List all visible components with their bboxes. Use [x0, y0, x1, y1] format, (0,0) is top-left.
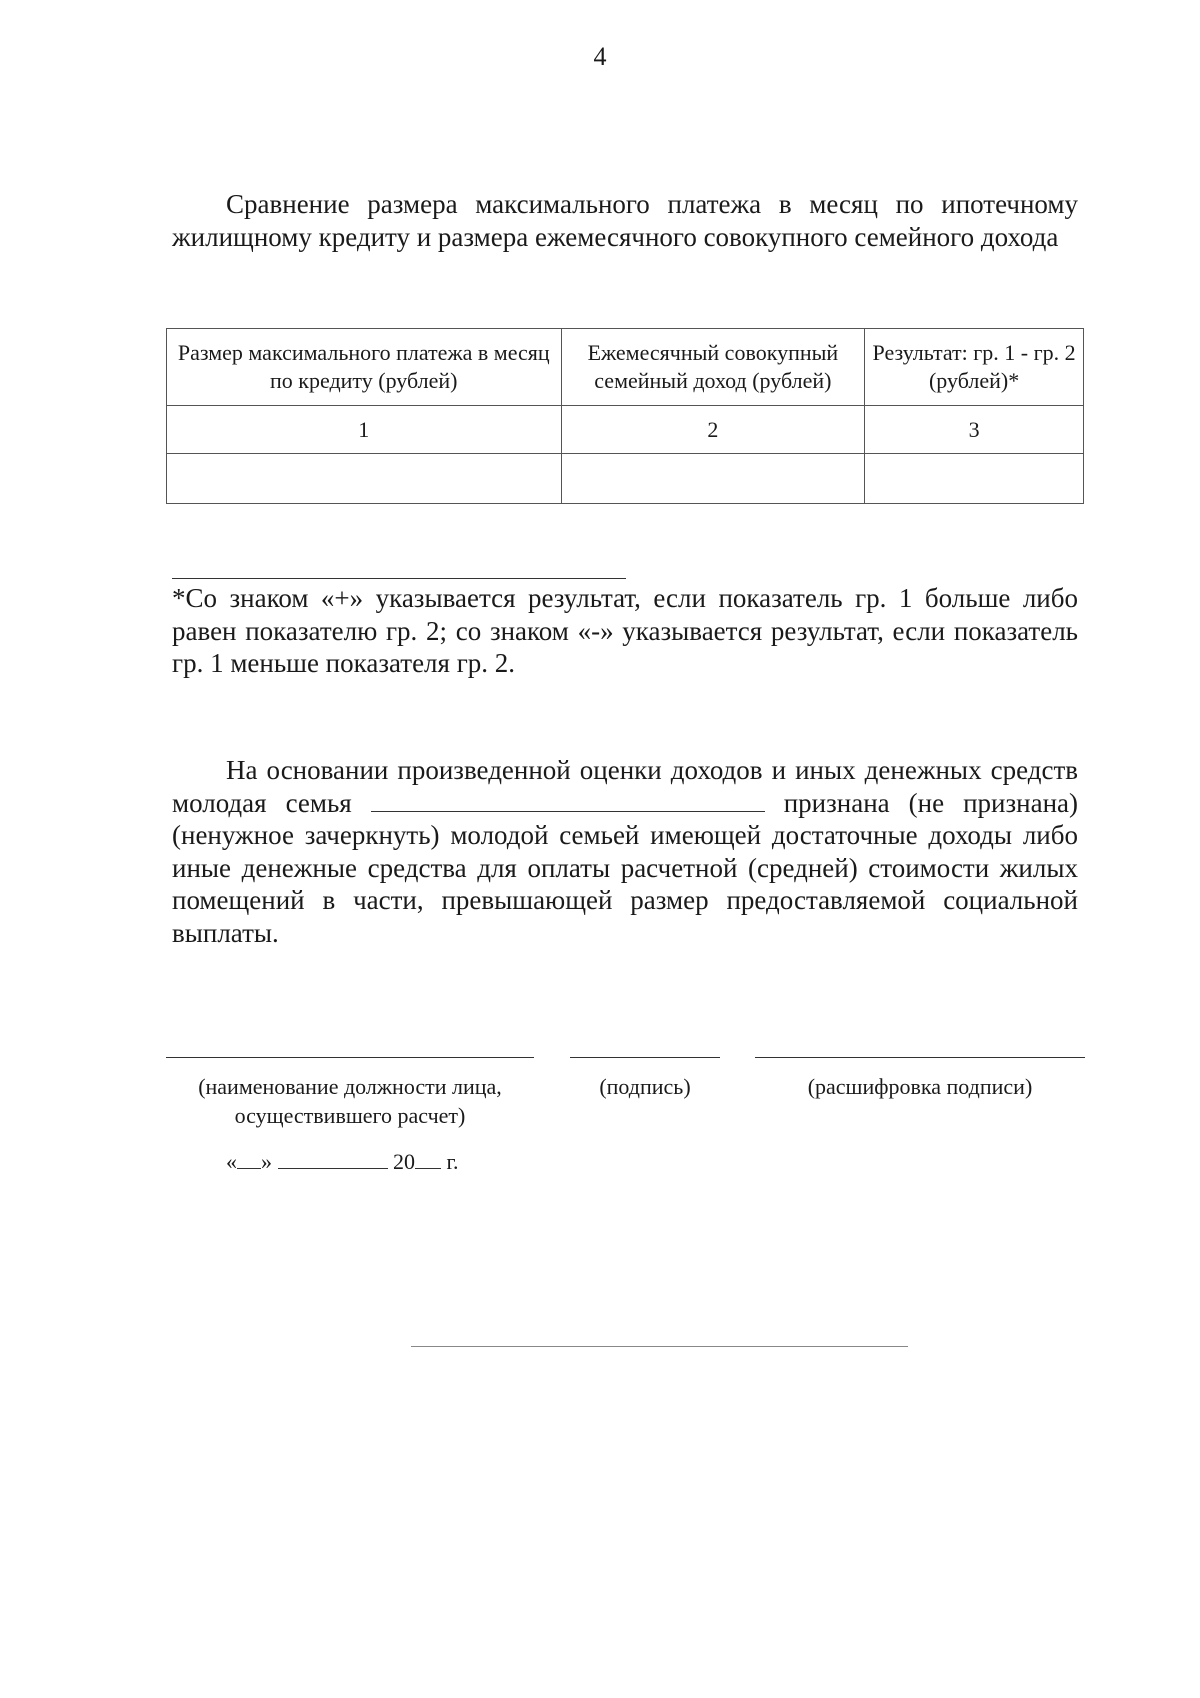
- family-name-blank[interactable]: [371, 789, 765, 812]
- column-number-1: 1: [167, 406, 562, 454]
- cell-result[interactable]: [865, 454, 1084, 504]
- conclusion-text-start: На основании произведенной оценки доходов и иных денежных средств молодая семья: [172, 755, 1078, 818]
- comparison-table: [166, 328, 1084, 504]
- column-number-3: 3: [865, 406, 1084, 454]
- position-signature-line[interactable]: [166, 1057, 534, 1058]
- date-line: [226, 1149, 459, 1175]
- table-column-numbers-row: [167, 406, 1084, 454]
- signature-decoding-line[interactable]: [755, 1057, 1085, 1058]
- page-number: 4: [593, 42, 607, 71]
- date-month-blank[interactable]: [278, 1150, 388, 1169]
- cell-family-income[interactable]: [561, 454, 865, 504]
- conclusion-text-end: признана (не признана) (ненужное зачеркнуть) молодой семьей имеющей достаточные доходы либо иные денежные средства для оплаты расчетной (средней) стоимости жилых помещений в части, превышающей размер предоставляемой социальной выплаты.: [172, 787, 1079, 948]
- cell-max-payment[interactable]: [167, 454, 562, 504]
- header-family-income: Ежемесячный совокупный семейный доход (рублей): [561, 329, 865, 406]
- header-max-payment: Размер максимального платежа в месяц по кредиту (рублей): [167, 329, 562, 406]
- conclusion-paragraph: [172, 754, 1078, 949]
- date-year-blank[interactable]: [415, 1150, 441, 1169]
- date-year-prefix: 20: [393, 1149, 415, 1174]
- signature-line[interactable]: [570, 1057, 720, 1058]
- date-day-blank[interactable]: [237, 1150, 261, 1169]
- end-of-document-rule: [411, 1346, 908, 1347]
- date-close-quote: »: [261, 1149, 272, 1174]
- position-caption: (наименование должности лица, осуществившего расчет): [198, 1074, 502, 1128]
- section-title: Сравнение размера максимального платежа в месяц по ипотечному жилищному кредиту и размера ежемесячного совокупного семейного дохода: [172, 189, 1078, 252]
- footnote: *Со знаком «+» указывается результат, если показатель гр. 1 больше либо равен показателю гр. 2; со знаком «-» указывается результат, если показатель гр. 1 меньше показателя гр. 2.: [172, 583, 1078, 678]
- header-result: Результат: гр. 1 - гр. 2 (рублей)*: [865, 329, 1084, 406]
- table-header-row: [167, 329, 1084, 406]
- table-row: [167, 454, 1084, 504]
- column-number-2: 2: [561, 406, 865, 454]
- date-year-suffix: г.: [446, 1149, 459, 1174]
- date-open-quote: «: [226, 1149, 237, 1174]
- signature-caption: (подпись): [599, 1074, 691, 1099]
- decoding-caption: (расшифровка подписи): [807, 1074, 1033, 1099]
- footnote-separator: [172, 578, 626, 579]
